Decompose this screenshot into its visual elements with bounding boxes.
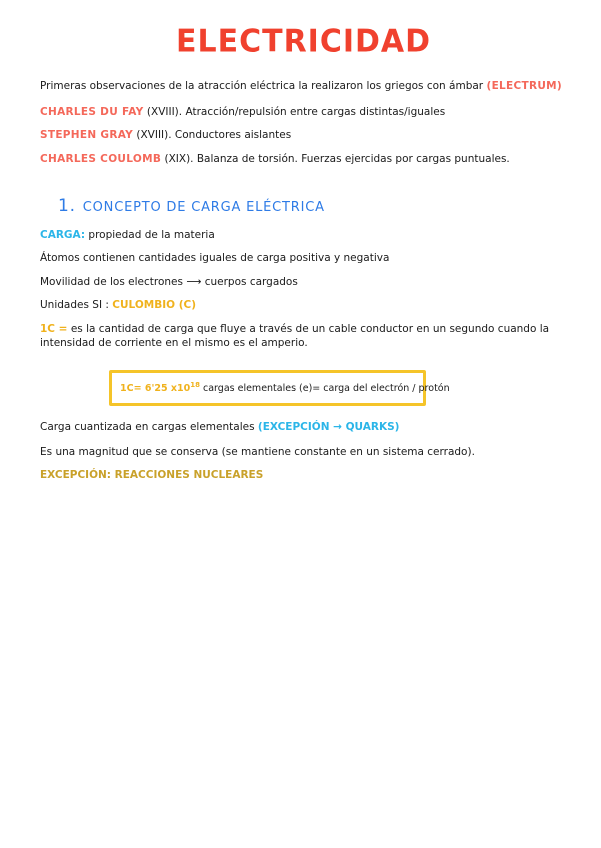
formula-exponent: 18 [190,381,200,390]
person-name: CHARLES DU FAY [40,106,144,118]
unidades-line [40,298,196,312]
conserva-line: Es una magnitud que se conserva (se mantiene constante en un sistema cerrado). [40,446,475,458]
person-text: Balanza de torsión. Fuerzas ejercidas por cargas puntuales. [196,153,510,165]
section-title: CONCEPTO DE CARGA ELÉCTRICA [82,200,325,215]
formula-box [109,370,450,406]
page-title: ELECTRICIDAD [176,23,432,60]
intro-text: Primeras observaciones de la atracción eléctrica la realizaron los griegos con ámbar [40,80,484,92]
person-line [40,128,291,142]
carga-definition: propiedad de la materia [88,229,215,241]
person-century: (XIX). [164,153,194,165]
person-century: (XVIII). [146,106,183,118]
formula-value: 1C= 6'25 $x10^{18}$ [120,381,200,395]
definition-text: es la cantidad de carga que fluye a través de un cable conductor en un segundo cuando la intensidad de corriente en el mismo es el amperio. [40,323,550,349]
unidades-label: Unidades SI : [40,299,109,311]
person-name: CHARLES COULOMB [40,153,162,165]
unidades-value: CULOMBIO (C) [112,299,196,311]
atomos-line: Átomos contienen cantidades iguales de carga positiva y negativa [40,252,390,264]
section-heading [58,196,325,216]
carga-line [40,228,215,242]
person-line [40,152,510,166]
cuantizada-highlight: (EXCEPCIÓN → QUARKS) [257,421,400,433]
person-century: (XVIII). [136,129,172,141]
person-text: Atracción/repulsión entre cargas distintas/iguales [185,106,446,118]
intro-highlight: (ELECTRUM) [486,80,563,92]
formula-text: cargas elementales (e)= carga del electrón / protón [203,382,450,394]
intro-line [40,79,562,93]
excepcion-line: EXCEPCIÓN: REACCIONES NUCLEARES [40,469,264,481]
cuantizada-line [40,420,399,434]
definition-term: 1C = [40,323,68,335]
person-name: STEPHEN GRAY [40,129,134,141]
cuantizada-text: Carga cuantizada en cargas elementales [40,421,255,433]
coulomb-definition [40,322,570,350]
person-text: Conductores aislantes [174,129,292,141]
carga-term: CARGA: [40,229,86,241]
movilidad-line: Movilidad de los electrones ⟶ cuerpos cargados [40,276,298,288]
person-line [40,105,445,119]
section-number: 1. [58,196,76,216]
